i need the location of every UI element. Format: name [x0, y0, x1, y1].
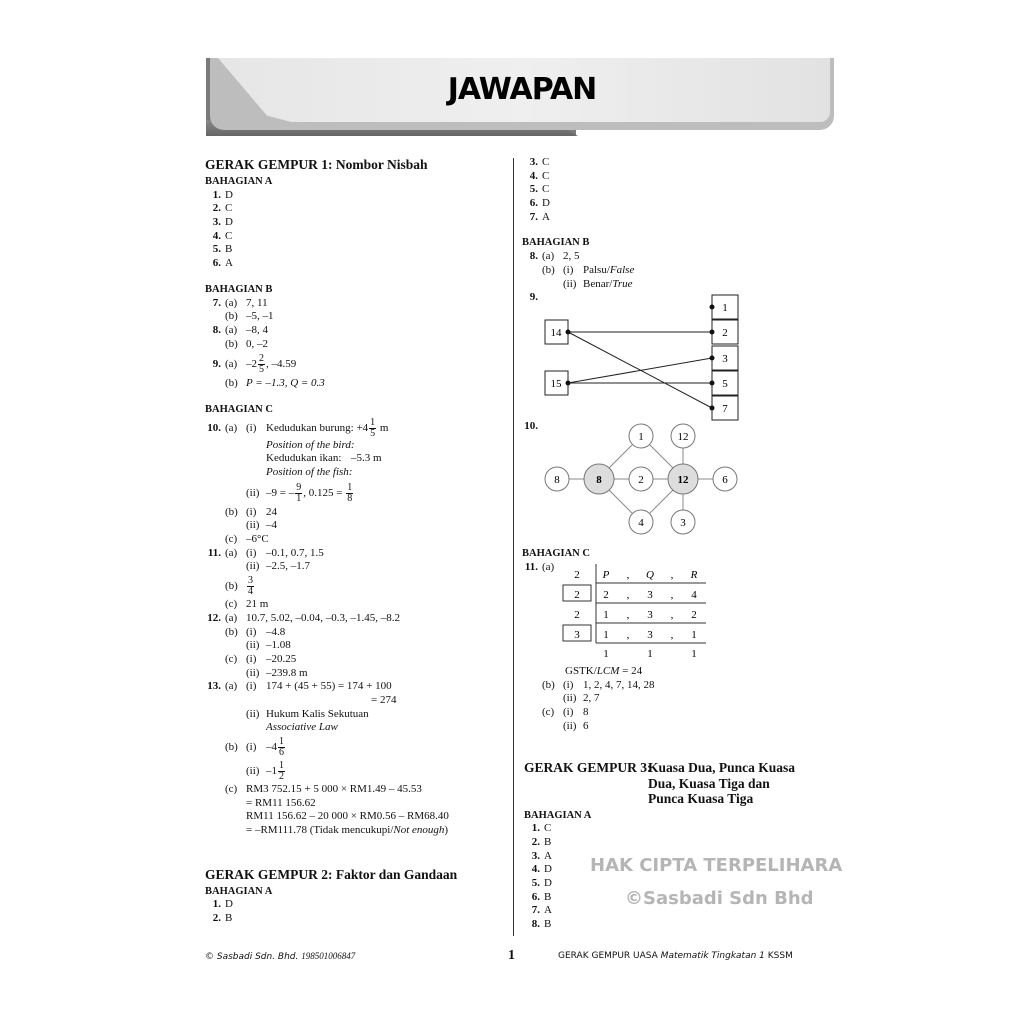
subsection-heading: BAHAGIAN A [524, 809, 592, 821]
text: 174 + (45 + 55) = 174 + 100 [266, 680, 392, 693]
text: 12. [207, 611, 221, 624]
subsection-heading: BAHAGIAN A [205, 176, 273, 187]
text: (ii) [246, 666, 260, 679]
text: 5 [259, 364, 264, 376]
text: –1 [266, 765, 277, 777]
text: 3 [647, 629, 653, 641]
text: 2, 5 [563, 250, 580, 263]
text: 2, 7 [583, 692, 600, 705]
text: = –RM111.78 (Tidak mencukupi/ [246, 824, 394, 837]
text: (ii) [563, 277, 577, 290]
text: ) [444, 824, 449, 837]
text: B [544, 918, 552, 930]
text: = 24 [619, 665, 643, 677]
text: 3 [647, 609, 653, 621]
text: © Sasbadi Sdn. Bhd. [205, 952, 299, 962]
text: 4. [529, 169, 538, 182]
text: D [544, 863, 552, 876]
text: Kuasa Dua, Punca Kuasa [648, 760, 796, 775]
text: 1 [691, 648, 697, 660]
text: (b) [225, 580, 238, 593]
node: 4 [638, 517, 644, 529]
text: (ii) [246, 639, 260, 652]
text: C [225, 202, 233, 215]
text: , [670, 609, 674, 621]
text: , [670, 629, 674, 641]
text: 5 [370, 427, 376, 439]
text: +4 [356, 421, 369, 434]
text: B [225, 243, 233, 256]
text: –6°C [246, 533, 269, 546]
text: Punca Kuasa Tiga [648, 791, 754, 806]
text: R [690, 569, 698, 581]
text: –4 [266, 519, 277, 532]
text: 2 [259, 353, 264, 365]
text: 4. [212, 229, 221, 242]
text: B [544, 835, 552, 848]
text: KSSM [767, 951, 793, 961]
subsection-heading: BAHAGIAN B [205, 283, 273, 295]
text: (ii) [246, 519, 260, 532]
banner-title: JAWAPAN [447, 72, 597, 107]
text: (a) [225, 358, 238, 371]
text: (a) [225, 323, 238, 336]
text: , [626, 629, 630, 641]
text: RM3 752.15 + 5 000 × RM1.49 – 45.53 [246, 783, 422, 795]
text: 4 [248, 586, 253, 598]
text: 2 [603, 589, 609, 601]
domain-value: 14 [550, 327, 562, 339]
range-value: 2 [722, 327, 728, 339]
text: (b) [225, 310, 238, 323]
subsection-heading: BAHAGIAN C [205, 403, 273, 415]
text: 1 [603, 609, 609, 621]
text: (a) [225, 546, 238, 559]
text: 3. [529, 156, 538, 168]
text: B [544, 890, 552, 903]
text: D [225, 898, 233, 911]
text: (ii) [246, 486, 260, 499]
text: (c) [225, 652, 238, 665]
text: (i) [246, 505, 257, 518]
text: GERAK GEMPUR UASA [558, 951, 658, 961]
text: 1 [647, 648, 653, 660]
text: , [670, 589, 674, 601]
text: m [379, 421, 389, 434]
subsection-heading: BAHAGIAN A [205, 885, 273, 897]
text: (ii) [563, 692, 577, 705]
text: (i) [563, 706, 574, 719]
node: 12 [677, 474, 689, 486]
text: (a) [225, 680, 238, 693]
node: 1 [638, 431, 644, 443]
text: RM11 156.62 – 20 000 × RM0.56 – RM68.40 [246, 810, 449, 823]
text: 6. [531, 890, 540, 903]
text: 2. [212, 202, 221, 215]
text: 6. [529, 197, 538, 210]
subsection-heading: BAHAGIAN C [522, 548, 590, 559]
text: 10. [207, 421, 221, 434]
text: , [626, 609, 630, 621]
node: 8 [554, 474, 560, 486]
text: D [544, 876, 552, 889]
text: Associative Law [266, 721, 338, 734]
domain-value: 15 [550, 378, 562, 390]
text: (i) [246, 652, 257, 665]
text: 7. [212, 296, 221, 309]
footer-book-title [558, 951, 793, 961]
text: 2. [212, 912, 221, 925]
text: 9. [212, 358, 221, 371]
text: (i) [563, 678, 574, 691]
text: (ii) [246, 560, 260, 573]
text: –4 [266, 741, 277, 753]
text: Position of the fish: [266, 466, 353, 478]
text: D [225, 188, 233, 201]
text: C [542, 183, 550, 196]
range-value: 5 [722, 378, 728, 390]
section-title: GERAK GEMPUR 2: Faktor dan Gandaan [205, 866, 458, 882]
text: 2 [279, 770, 284, 782]
watermark: HAK CIPTA TERPELIHARA [590, 855, 843, 876]
text: 6 [279, 746, 284, 758]
text: 9 [296, 481, 302, 493]
text: Not enough [393, 824, 445, 837]
text: (b) [225, 741, 238, 753]
text: (i) [246, 421, 257, 434]
text: 1, 2, 4, 7, 14, 28 [583, 678, 655, 691]
text: 0, –2 [246, 337, 268, 350]
text: 5. [529, 183, 538, 196]
text: 5. [531, 876, 540, 889]
text: 8. [529, 250, 538, 263]
text: (i) [246, 625, 257, 638]
text: 1 [370, 416, 376, 428]
text: 1 [279, 735, 284, 747]
text: GSTK/ [565, 665, 597, 677]
text: (a) [225, 421, 238, 434]
text: 8. [531, 918, 540, 930]
text: (ii) [246, 707, 260, 720]
text: 2 [574, 589, 580, 601]
text: 3. [531, 849, 540, 862]
text: Position of the bird: [266, 438, 355, 451]
text: 6 [583, 719, 589, 732]
text: Matematik Tingkatan 1 [657, 951, 768, 961]
text: 21 m [246, 598, 269, 611]
text: 3 [248, 575, 253, 587]
text: C [225, 229, 233, 242]
text: = 274 [371, 693, 397, 706]
text: 2 [691, 609, 697, 621]
text: (b) [542, 263, 555, 276]
text: 9. [529, 291, 538, 304]
text: 2. [531, 835, 540, 848]
text: 7. [529, 210, 538, 223]
text: 3 [647, 589, 653, 601]
range-value: 3 [722, 353, 728, 365]
text: (b) [225, 377, 238, 390]
text: (c) [542, 706, 555, 719]
text: , [626, 569, 630, 581]
text: C [544, 822, 552, 835]
text: P = –1.3, Q = 0.3 [246, 377, 325, 390]
text: Kedudukan burung: [266, 421, 354, 434]
text: –239.8 m [266, 666, 308, 679]
text: 4. [531, 863, 540, 876]
text: –1.08 [266, 639, 291, 652]
text: , 0.125 = [303, 486, 343, 499]
range-value: 1 [722, 302, 728, 314]
text: (b) [225, 625, 238, 638]
text: –5.3 m [351, 452, 382, 465]
text: LCM [596, 665, 620, 677]
text: C [542, 169, 550, 182]
text: 10. [524, 420, 538, 432]
text: –2 [246, 358, 257, 371]
text: GERAK GEMPUR 3: [524, 760, 652, 775]
text: 1 [347, 481, 353, 493]
text: 1. [531, 822, 540, 835]
text: –5, –1 [246, 310, 274, 323]
text: Kedudukan ikan: [266, 452, 342, 465]
text: (i) [563, 263, 574, 276]
text: P [602, 569, 610, 581]
section-title [524, 760, 844, 776]
node: 6 [722, 474, 728, 486]
text: (ii) [246, 765, 260, 777]
text: (c) [225, 598, 238, 611]
text: 8 [347, 492, 353, 504]
text: = RM11 156.62 [246, 796, 316, 809]
text: 11. [524, 560, 538, 573]
node: 3 [680, 517, 686, 529]
text: 1 [279, 759, 284, 771]
text: 198501006847 [301, 951, 356, 961]
watermark: ©Sasbadi Sdn Bhd [625, 888, 814, 909]
node: 2 [638, 474, 644, 486]
text: 7. [531, 904, 540, 917]
text: , –4.59 [266, 358, 297, 371]
text: 7, 11 [246, 296, 268, 309]
text: C [542, 156, 550, 168]
text: 10.7, 5.02, –0.04, –0.3, –1.45, –8.2 [246, 611, 400, 624]
text: (c) [225, 533, 238, 546]
text: D [542, 197, 550, 210]
text: (a) [542, 560, 555, 573]
text: (b) [225, 505, 238, 518]
text: 5. [212, 243, 221, 256]
text: 1. [212, 188, 221, 201]
text: 1 [603, 629, 609, 641]
text: Dua, Kuasa Tiga dan [648, 775, 770, 791]
text: , [670, 569, 674, 581]
text: 1. [212, 898, 221, 911]
text: –20.25 [266, 652, 297, 665]
text: D [225, 216, 233, 229]
text: 1 [691, 629, 697, 641]
text: –0.1, 0.7, 1.5 [266, 546, 324, 559]
text: A [542, 210, 550, 223]
text: Hukum Kalis Sekutuan [266, 707, 369, 720]
text: Q [646, 569, 654, 581]
text: 2 [574, 569, 580, 581]
text: (i) [246, 546, 257, 559]
text: (ii) [563, 719, 577, 732]
text: True [612, 277, 633, 290]
text: (b) [225, 337, 238, 350]
section-title: GERAK GEMPUR 1: Nombor Nisbah [205, 157, 428, 172]
text: 3 [574, 629, 580, 641]
text: (a) [225, 611, 238, 624]
text: (c) [225, 783, 238, 795]
node: 12 [677, 431, 689, 443]
text: Benar/ [583, 277, 613, 290]
text: 13. [207, 680, 221, 693]
text: –8, 4 [246, 323, 268, 336]
node: 8 [596, 474, 602, 486]
text: , [626, 589, 630, 601]
text: (a) [225, 296, 238, 309]
text: 2 [574, 609, 580, 621]
text: Palsu/ [583, 263, 610, 276]
text: 24 [266, 505, 277, 518]
text: A [544, 849, 552, 862]
text: 8 [583, 706, 589, 719]
range-value: 7 [722, 403, 728, 415]
text: 1 [296, 492, 302, 504]
text: B [225, 912, 233, 925]
text: (a) [542, 250, 555, 263]
footer-copyright [205, 951, 355, 962]
text: –2.5, –1.7 [266, 560, 310, 573]
text: A [544, 904, 552, 917]
text: False [609, 263, 635, 276]
text: (b) [542, 678, 555, 691]
text: 4 [691, 589, 697, 601]
text: 1 [603, 648, 609, 660]
subsection-heading: BAHAGIAN B [522, 237, 590, 249]
text: 11. [207, 546, 221, 559]
page-number: 1 [508, 948, 515, 963]
text: 3. [212, 216, 221, 229]
text: –4.8 [266, 625, 286, 638]
text: (i) [246, 741, 257, 753]
text: –9 = – [266, 486, 295, 499]
text: 8. [212, 323, 221, 336]
text: 6. [212, 257, 221, 270]
text: A [225, 257, 233, 270]
text: (i) [246, 680, 257, 693]
